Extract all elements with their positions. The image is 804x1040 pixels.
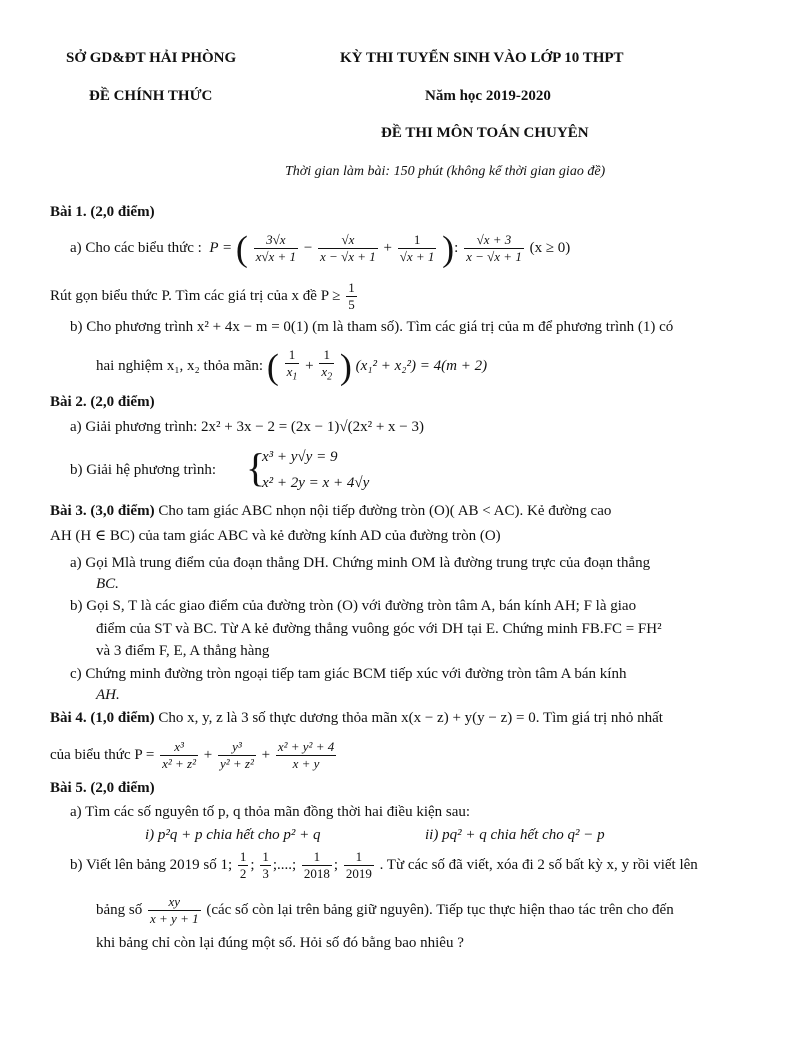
- bai3-c1: c) Chứng minh đường tròn ngoại tiếp tam giác BCM tiếp xúc với đường tròn tâm A bán kính: [70, 666, 627, 682]
- header-exam-title: KỲ THI TUYỂN SINH VÀO LỚP 10 THPT: [340, 50, 624, 66]
- bai3-intro: [50, 502, 611, 520]
- bai3-c2: AH.: [96, 687, 120, 703]
- bai4-expr: của biểu thức P = $\frac{\text{x³}}{\text{x² + z²}}$ + $\frac{\text{y³}}{\text{y² + z²}}$ + $\frac{\text{x² + y² + 4}}{x + y}$: [50, 739, 335, 772]
- bai4-title: Bài 4. (1,0 điểm): [50, 710, 155, 726]
- bai4-intro-text: Cho x, y, z là 3 số thực dương thỏa mãn x(x − z) + y(y − z) = 0. Tìm giá trị nhỏ nhất: [158, 710, 663, 726]
- bai1-a: a) Cho các biểu thức : P = ( $\frac{3√x}{x√x + 1}$ − $\frac{√x}{x - √x + 1}$ + $\frac{1}{√x + 1}$ ): $\frac{√x + 3}{x - √x + 1}$ (x ≥ 0): [70, 228, 571, 269]
- header-school-year: Năm học 2019-2020: [425, 88, 551, 104]
- bai1-a-condition: (x ≥ 0): [529, 240, 571, 256]
- bai3-a2: BC.: [96, 576, 119, 592]
- bai1-b-line1: b) Cho phương trình x² + 4x − m = 0(1) (m là tham số). Tìm các giá trị của m để phương trình (1) có: [70, 319, 674, 335]
- bai5-b1: b) Viết lên bảng 2019 số 1; $\frac{1}{2}$ ; $\frac{1}{3}$ ;....; $\frac{1}{2018}$ ; $\frac{1}{2019}$ . Từ các số đã viết, xóa đi 2 số bất kỳ x, y rồi viết lên: [70, 849, 698, 882]
- header-official: ĐỀ CHÍNH THỨC: [89, 88, 213, 104]
- bai1-b-line2: hai nghiệm x₁, x₂ thỏa mãn: ( $\frac{1}{x_1}$ + $\frac{1}{x_2}$ ) (x₁² + x₂²) = 4(m + 2): [96, 346, 488, 387]
- bai2-b-eq2: x² + 2y = x + 4√y: [262, 475, 370, 491]
- bai2-title: Bài 2. (2,0 điểm): [50, 394, 155, 410]
- bai4-expr-lead: của biểu thức P =: [50, 747, 155, 763]
- bai5-b2: bảng số $\frac{xy}{x + y + 1}$ (các số còn lại trên bảng giữ nguyên). Tiếp tục thực hiện thao tác trên cho đến: [96, 894, 674, 927]
- bai3-b3: và 3 điểm F, E, A thẳng hàng: [96, 643, 270, 659]
- bai3-intro-text: Cho tam giác ABC nhọn nội tiếp đường tròn (O)( AB < AC). Kẻ đường cao: [158, 503, 612, 519]
- bai5-a-i: i) p²q + p chia hết cho p² + q: [145, 827, 321, 843]
- bai1-a-simplify-text: Rút gọn biểu thức P. Tìm các giá trị của x đề P ≥: [50, 287, 341, 304]
- bai1-a-text: a) Cho các biểu thức :: [70, 240, 202, 256]
- bai3-b2: điểm của ST và BC. Từ A kẻ đường thẳng vuông góc với DH tại E. Chứng minh FB.FC = FH²: [96, 621, 662, 637]
- bai2-b-text: b) Giải hệ phương trình:: [70, 462, 217, 478]
- time-note: Thời gian làm bài: 150 phút (không kể thời gian giao đề): [285, 164, 606, 179]
- system-brace: {: [246, 445, 266, 490]
- bai2-b-eq1: x³ + y√y = 9: [262, 449, 338, 465]
- header-subject: ĐỀ THI MÔN TOÁN CHUYÊN: [381, 125, 589, 141]
- bai5-a1: a) Tìm các số nguyên tố p, q thỏa mãn đồng thời hai điều kiện sau:: [70, 804, 471, 820]
- bai3-intro2: AH (H ∈ BC) của tam giác ABC và kẻ đường kính AD của đường tròn (O): [50, 528, 501, 544]
- bai5-b-tail: . Từ các số đã viết, xóa đi 2 số bất kỳ x, y rồi viết lên: [379, 857, 698, 873]
- bai1-title: Bài 1. (2,0 điểm): [50, 204, 155, 220]
- bai5-a-ii: ii) pq² + q chia hết cho q² − p: [425, 827, 605, 843]
- bai1-b-expr-tail: (x₁² + x₂²) = 4(m + 2): [355, 358, 488, 374]
- bai5-b2-tail: (các số còn lại trên bảng giữ nguyên). Tiếp tục thực hiện thao tác trên cho đến: [206, 902, 674, 918]
- bai5-title: Bài 5. (2,0 điểm): [50, 780, 155, 796]
- bai1-a-simplify: Rút gọn biểu thức P. Tìm các giá trị của x đề P ≥ $\frac{1}{5}$: [50, 280, 355, 312]
- header-department: SỞ GD&ĐT HẢI PHÒNG: [66, 50, 237, 66]
- bai5-b2-lead: bảng số: [96, 902, 143, 918]
- bai2-a: a) Giải phương trình: 2x² + 3x − 2 = (2x − 1)√(2x² + x − 3): [70, 419, 425, 435]
- bai3-title: Bài 3. (3,0 điểm): [50, 503, 155, 519]
- bai5-b-lead: b) Viết lên bảng 2019 số 1;: [70, 857, 233, 873]
- bai5-b3: khi bảng chỉ còn lại đúng một số. Hỏi số đó bằng bao nhiêu ?: [96, 935, 464, 951]
- bai1-b-text2: hai nghiệm x₁, x₂ thỏa mãn:: [96, 358, 264, 374]
- bai3-a1: a) Gọi Mlà trung điểm của đoạn thẳng DH. Chứng minh OM là đường trung trực của đoạn thẳng: [70, 555, 651, 571]
- bai3-b1: b) Gọi S, T là các giao điểm của đường tròn (O) với đường tròn tâm A, bán kính AH; F là giao: [70, 598, 637, 614]
- bai4-intro: [50, 709, 663, 727]
